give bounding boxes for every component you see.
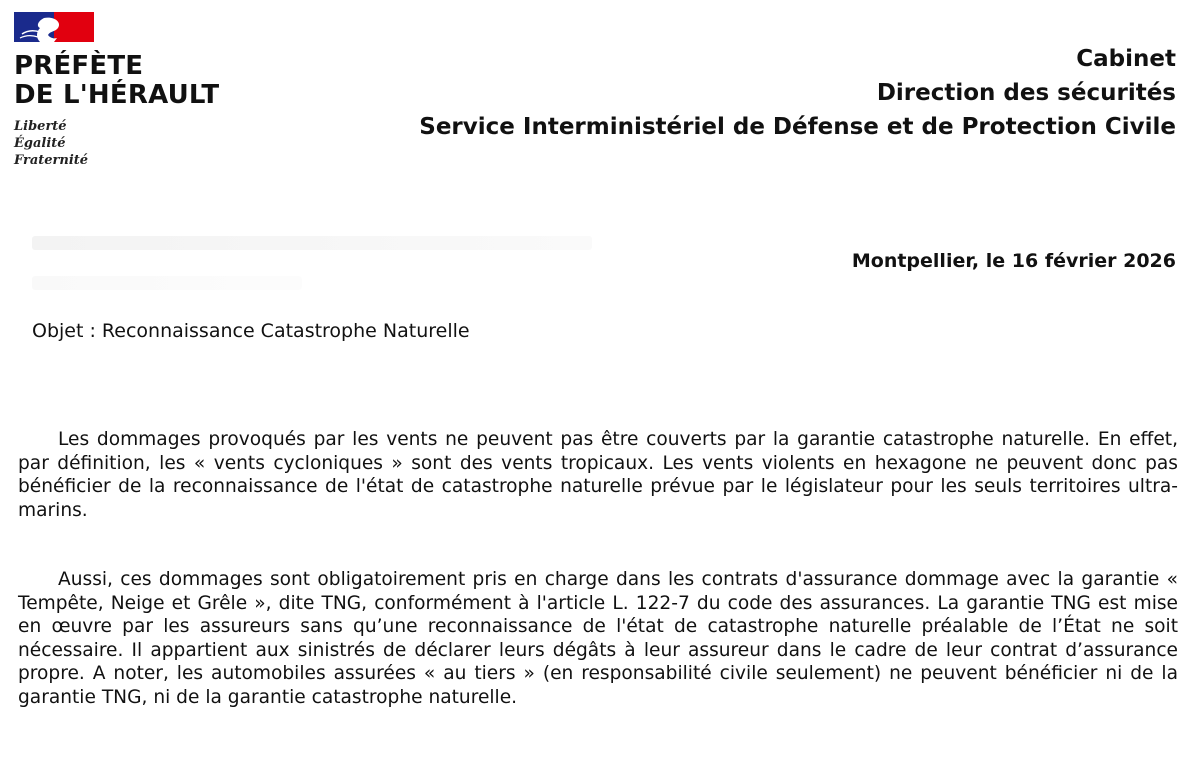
- body-paragraph-1: Les dommages provoqués par les vents ne peuvent pas être couverts par la garantie catastrophe naturelle. En effet, par définition, les « vents cycloniques » sont des vents tropicaux. Les vents violents en hexagone ne peuvent donc pas bénéficier de la reconnaissance de l'état de catastrophe naturelle prévue par le législateur pour les seuls territoires ultra-marins.: [18, 429, 1178, 521]
- letter-date: Montpellier, le 16 février 2026: [851, 250, 1176, 272]
- letter-subject: Objet : Reconnaissance Catastrophe Naturelle: [32, 320, 470, 342]
- service-header: [419, 42, 1176, 144]
- service-cabinet: Cabinet: [1076, 46, 1176, 72]
- prefecture-name-line2: DE L'HÉRAULT: [14, 80, 220, 110]
- republic-motto: [14, 118, 274, 169]
- motto-egalite: Égalité: [14, 136, 66, 151]
- body-paragraph-2: Aussi, ces dommages sont obligatoirement pris en charge dans les contrats d'assurance dommage avec la garantie « Tempête, Neige et Grêle », dite TNG, conformément à l'article L. 122-7 du code des assurances. La garantie TNG est mise en œuvre par les assureurs sans qu’une reconnaissance de l'état de catastrophe naturelle préalable de l’État ne soit nécessaire. Il appartient aux sinistrés de déclarer leurs dégâts à leur assureur dans le cadre de leur contrat d’assurance propre. A noter, les automobiles assurées « au tiers » (en responsabilité civile seulement) ne peuvent bénéficier ni de la garantie TNG, ni de la garantie catastrophe naturelle.: [18, 569, 1178, 708]
- service-sidpc: Service Interministériel de Défense et de Protection Civile: [419, 114, 1176, 140]
- redacted-line-secondary: [32, 276, 302, 290]
- prefecture-logo: [14, 12, 274, 169]
- motto-fraternite: Fraternité: [14, 153, 89, 168]
- motto-liberte: Liberté: [14, 119, 67, 134]
- redacted-line: [32, 236, 592, 250]
- marianne-flag-icon: [14, 12, 94, 42]
- service-direction: Direction des sécurités: [876, 80, 1176, 106]
- prefecture-name-line1: PRÉFÈTE: [14, 51, 144, 81]
